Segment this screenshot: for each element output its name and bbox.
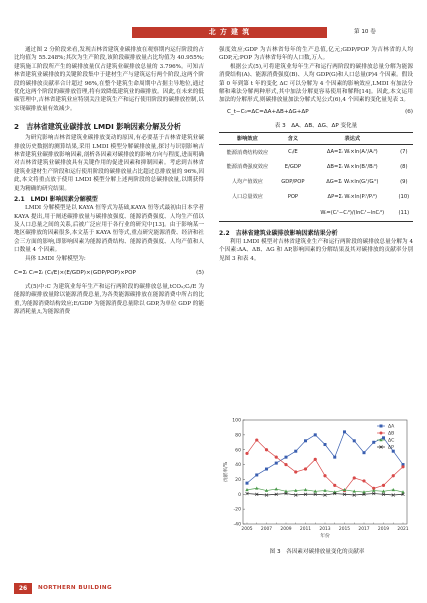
y-tick-label: 0 [238,492,241,498]
data-point [392,488,395,491]
legend-label: ΔB [388,431,395,437]
table-cell: Wᵢ=(Cᵢᵗ−Cᵢ⁰)/(lnCᵢᵗ−lnCᵢ⁰) [320,209,385,216]
table-cell: (9) [400,178,408,185]
legend-label: ΔC [388,438,395,444]
table-row [219,174,413,189]
paragraph: 为研究影响吉林省建筑业碳排放变动的原因,有必要基于吉林省建筑业碳排放历史数据的测算结果,采用 LMDI 模型分解碳排放量,探讨与识别影响吉林省建筑业碳排放影响因素,剖析各因素对碳排放的影响方向与程度,进而明确对吉林省建筑业碳排放具有关键作用的促进因素和抑制因素。考虑到吉林省建筑业建材生产阶段和运行使用阶段的碳排放量占比超过总排放量的 96%,因此,本文将重点放于使用 LMDI 模型分解上述两阶段的总碳排放量,以期获得更为精确的研究结果。 [14,135,204,192]
data-point [284,463,287,466]
table-cell: 能源消费强度效应 [226,164,269,171]
page-footer [14,583,204,595]
data-point [275,462,278,465]
table-header-cell: 表达式 [344,135,361,142]
table-cell: POP [287,193,299,200]
legend-label: ΔP [388,445,394,451]
table-header-cell: 含义 [287,135,299,142]
data-point [304,439,307,442]
table-cell: (11) [398,209,410,216]
y-tick-label: -40 [233,522,241,528]
data-point [294,470,297,473]
table-cell: (8) [400,163,408,170]
figure-3 [221,412,413,562]
table-cell [219,204,276,221]
data-point [382,436,385,439]
x-tick-label: 2007 [260,527,273,532]
y-tick-label: 80 [235,433,241,439]
paragraph: 利用 LMDI 模型对吉林省建筑业生产和运行两阶段的碳排放总量分解为 4 个因素:ΔA、ΔB、ΔG 和 ΔP,影响因素的分解结果及其对碳排放的贡献率分别见图 3 和表 4。 [219,238,413,262]
table-cell: E/GDP [284,163,301,170]
x-tick-label: 2019 [377,527,390,532]
data-point [255,438,258,441]
x-axis-label: 年份 [320,534,330,539]
table-cell: (7) [400,149,408,156]
data-point [246,482,249,485]
data-point [324,443,327,446]
table-cell: GDP/POP [281,178,305,185]
data-point [285,456,288,459]
y-tick-label: -20 [233,507,241,513]
table-cell: (10) [398,193,410,200]
data-point [265,448,268,451]
data-point [275,456,278,459]
data-point [343,430,346,433]
equation-number: (5) [196,269,204,276]
x-tick-label: 2021 [397,527,409,532]
data-point [314,433,317,436]
table-header-row [219,132,413,144]
data-point [362,479,365,482]
subsection-heading: 2.1 LMDI 影响因素分解模型 [14,196,98,204]
y-tick-label: 100 [232,418,241,424]
data-point [382,484,385,487]
data-point [372,441,375,444]
legend-marker [380,432,383,435]
paragraph: 根据公式(5),可将建筑业每年生产和运行两阶段的碳排放总量分解为能源消费结构(A)、能源消费强度(B)、人均 GDP(G)和人口总量(P)4 个因素。假设第 0 年到第 t 年的变化 ΔC 可以分解为 4 个因素的影响效应,LMDI 有加法分解和乘法分解两种形式,其中加法分解更容易使用和解释[14]。因此,本文运用加法的分解形式,则碳排放量加法分解式见公式(6),4 个因素的变化量见表 3。 [219,63,413,104]
x-tick-label: 2009 [280,527,292,532]
table-row [219,189,413,204]
data-point [392,474,395,477]
x-tick-label: 2015 [338,527,351,532]
series-line-ΔB [247,440,403,491]
contribution-line-chart [221,412,413,542]
table-row [219,204,413,221]
paragraph: 强度效应;GDP 为吉林省每年的生产总值,亿元;GDP/POP 为吉林省的人均 GDP,元;POP 为吉林省每年的人口数,万人。 [219,47,413,62]
data-point [333,484,336,487]
left-column [14,46,204,578]
x-tick-label: 2005 [241,527,253,532]
table-caption: 表 3 ΔA、ΔB、ΔG、ΔP 变化量 [274,122,358,129]
data-point [353,476,356,479]
equation-body: C_t−C₀=ΔC=ΔA+ΔB+ΔG+ΔP [227,108,309,115]
paragraph: 通过图 2 分阶段来看,发现吉林省建筑业碳排放在观察期内运行阶段的占比均值为 55.248%;其次为生产阶段,该阶段碳排放量占比均值为 40.955%;建筑施工阶段所产生的碳排放量仅占建筑业碳排放总量的 3.796%。可知吉林省建筑业碳排放的关键阶段集中于建材生产与建筑运行两个阶段,这两个阶段的碳排放贡献率合计超过 96%,在整个建筑生命周期中占据主导地位,通过优化这两个阶段的碳排放管理,将有效降低建筑业的碳排放。因此,在未来的低碳管理中,吉林省建筑业应特别关注建筑生产和运行使用阶段的碳排放控制,以实现碳排放量有效减少。 [14,47,204,112]
table-cell: 人口总量效应 [231,194,263,201]
table-row [219,159,413,174]
legend-label: ΔA [388,424,395,430]
table-cell: 能源消费结构效应 [226,149,269,156]
data-point [304,467,307,470]
paragraph: 具体 LMDI 分解模型为: [25,255,86,262]
table-3 [219,132,413,222]
equation-number: (6) [405,108,413,115]
subsection-heading: 2.2 吉林省建筑业碳排放影响因素结果分析 [219,229,338,237]
data-point [275,487,278,490]
volume-label: 第 10 卷 [354,29,376,35]
table-cell: ΔB=Σᵢ Wᵢ×ln(Bᵢᵗ/Bᵢ⁰) [326,163,378,170]
data-point [294,450,297,453]
running-header [14,27,413,39]
data-point [255,487,258,490]
table-header-cell [395,132,413,144]
data-point [363,451,366,454]
table-cell: 人均产值效应 [231,179,263,186]
data-point [401,465,404,468]
footer-journal: NORTHERN BUILDING [38,585,112,591]
x-tick-label: 2011 [299,527,312,532]
data-point [323,474,326,477]
table-cell: ΔA=Σᵢ Wᵢ×ln(Aᵢᵗ/Aᵢ⁰) [326,149,378,156]
section-heading: 2 吉林省建筑业碳排放 LMDI 影响因素分解及分析 [14,122,181,132]
figure-caption: 图 3 各因素对碳排放量变化的贡献率 [269,549,365,555]
table-cell [276,204,310,221]
y-axis-label: 贡献率/% [224,461,229,483]
y-tick-label: 40 [235,463,241,469]
table-cell: ΔG=Σᵢ Wᵢ×ln(Gᵢᵗ/Gᵢ⁰) [326,178,379,185]
equation-5 [14,265,204,283]
table-cell: ΔP=Σᵢ Wᵢ×ln(Pᵢᵗ/Pᵢ⁰) [327,193,378,200]
data-point [265,468,268,471]
y-tick-label: 60 [235,448,241,454]
data-point [333,456,336,459]
x-tick-label: 2017 [358,527,370,532]
y-tick-label: 20 [235,478,241,484]
page-number: 26 [14,583,32,594]
table-header-cell: 影响效应 [237,135,258,142]
x-tick-label: 2013 [319,527,331,532]
equation-body: C=Σᵢ Cᵢ=Σᵢ (Cᵢ/E)×(E/GDP)×(GDP/POP)×POP [14,269,136,276]
table-row [219,144,413,159]
data-point [255,473,258,476]
paragraph: LMDI 分解模型是以 KAYA 恒等式为基础,KAYA 恒等式最初由日本学者 KAYA 提出,用于阐述碳排放量与碳排放强度、能源消费强度、人均生产值以及人口总量之间的关系,后被广泛应用于各行业的研究中[13]。由于影响某一地区碳排放的因素很多,本文基于 KAYA 恒等式,重点研究能源消费、经济和社会三方面的影响,即影响因素为能源消费结构、能源消费强度、人均产值和人口数量 4 个因素。 [14,205,204,254]
table-cell: Cᵢ/E [288,149,298,156]
data-point [314,458,317,461]
journal-name: 北 方 建 筑 [208,28,251,36]
legend-marker [380,425,383,428]
plot-area-border [243,420,407,524]
data-point [245,452,248,455]
paragraph: 式(5)中:C 为建筑业每年生产和运行两阶段的碳排放总量,tCO₂;Cᵢ/E 为能源的碳排放量除以能源消费总量,为各类能源碳排放在能源消费中所占的比重,为能源消费结构效应;E/GDP 为能源消费总量除以 GDP,为单位 GDP 的能源消耗量,t,为能源消费 [14,283,204,316]
data-point [353,439,356,442]
equation-6 [219,107,413,118]
